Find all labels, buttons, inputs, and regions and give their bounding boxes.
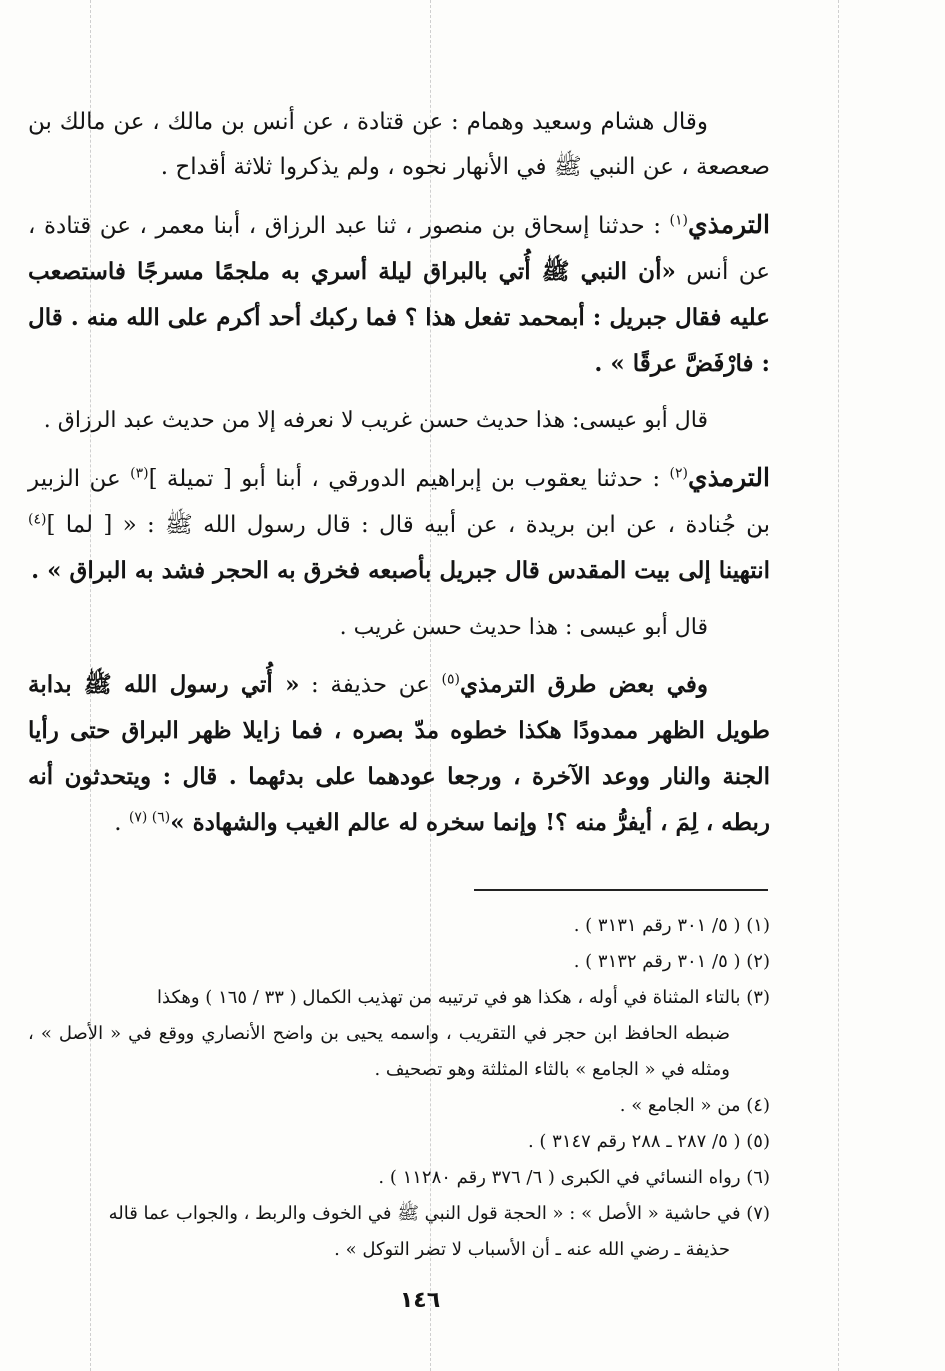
- isnad-text: : حدثنا يعقوب بن إبراهيم الدورقي ، أبنا أبو [ تميلة ]: [148, 466, 670, 492]
- footnote-2: [28, 944, 770, 980]
- footnotes: [28, 908, 770, 1268]
- isnad-text-continued: عن الزبير بن جُنادة ، عن ابن بريدة ، عن أبيه قال : قال رسول الله ﷺ : « [ لما ]: [28, 466, 770, 538]
- footnote-separator: [474, 889, 768, 891]
- footnote-5: [28, 1124, 770, 1160]
- paragraph-4: [28, 455, 770, 594]
- footnote-text-continued: حذيفة ـ رضي الله عنه ـ أن الأسباب لا تضر التوكل » .: [334, 1239, 730, 1260]
- footnote-ref: (١): [669, 212, 689, 229]
- footnote-text: (٢) ( ٥/ ٣٠١ رقم ٣١٣٢ ) .: [573, 951, 770, 972]
- scan-artifact-line: [838, 0, 839, 1371]
- footnote-1: [28, 908, 770, 944]
- footnote-text-continued: ضبطه الحافظ ابن حجر في التقريب ، واسمه يحيى بن واضح الأنصاري ووقع في « الأصل » ، ومثله في « الجامع » بالثاء المثلثة وهو تصحيف .: [28, 1023, 730, 1080]
- footnote-3: [28, 980, 770, 1088]
- footnote-text: (٦) رواه النسائي في الكبرى ( ٦/ ٣٧٦ رقم ١١٢٨٠ ) .: [378, 1167, 770, 1188]
- source-name: الترمذي: [688, 463, 770, 492]
- footnote-ref: (٥): [441, 671, 460, 688]
- isnad-text: عن حذيفة :: [299, 672, 442, 698]
- hadith-text: انتهينا إلى بيت المقدس قال جبريل بأصبعه فخرق به الحجر فشد به البراق » .: [31, 557, 770, 584]
- paragraph-6: [28, 662, 770, 846]
- paragraph-end: .: [114, 810, 129, 836]
- source-name: الترمذي: [688, 210, 770, 239]
- footnote-ref: (٢): [669, 465, 688, 482]
- footnote-text: (٧) في حاشية « الأصل » : « الحجة قول النبي ﷺ في الخوف والربط ، والجواب عما قاله: [108, 1203, 770, 1224]
- hadith-text: «أن النبي ﷺ أُتي بالبراق ليلة أسري به ملجمًا مسرجًا فاستصعب عليه فقال جبريل : أبمحمد تفعل هذا ؟ فما ركبك أحد أكرم على الله منه . قال : فارْفَضَّ عرقًا » .: [28, 258, 770, 377]
- intro-text: وفي بعض طرق الترمذي: [459, 671, 709, 698]
- hadith-text: « أُتي رسول الله ﷺ بدابة طويل الظهر ممدودًا هكذا خطوه مدّ بصره ، فما زايلا ظهر البراق حتى رأيا الجنة والنار ووعد الآخرة ، ورجعا عودهما على بدئهما . قال : ويتحدثون أنه ربطه ، لِمَ ، أيفرُّ منه ؟! وإنما سخره له عالم الغيب والشهادة »: [28, 671, 770, 836]
- footnote-ref: (٣): [130, 465, 149, 482]
- footnote-ref: (٤): [28, 511, 47, 528]
- grading-text: قال أبو عيسى : هذا حديث حسن غريب .: [339, 615, 708, 640]
- grading-text: قال أبو عيسى: هذا حديث حسن غريب لا نعرفه إلا من حديث عبد الرزاق .: [43, 408, 708, 433]
- grading-note-2: [28, 606, 770, 650]
- footnote-6: [28, 1160, 770, 1196]
- page-number: ١٤٦: [399, 1288, 441, 1313]
- footnote-text: (١) ( ٥/ ٣٠١ رقم ٣١٣١ ) .: [573, 915, 770, 936]
- footnote-text: (٤) من « الجامع » .: [619, 1095, 770, 1116]
- main-text: [28, 100, 770, 858]
- footnote-7: [28, 1196, 770, 1268]
- paragraph-2: [28, 202, 770, 387]
- footnote-text: (٣) بالتاء المثناة في أوله ، هكذا هو في ترتيبه من تهذيب الكمال ( ٣٣ / ١٦٥ ) وهكذا: [157, 987, 770, 1008]
- grading-note-1: [28, 399, 770, 443]
- isnad-text: : حدثنا إسحاق بن منصور ، ثنا عبد الرزاق ، أبنا معمر ، عن قتادة ، عن أنس: [28, 213, 771, 285]
- footnote-4: [28, 1088, 770, 1124]
- paragraph-1: [28, 100, 770, 190]
- paragraph-text: وقال هشام وسعيد وهمام : عن قتادة ، عن أنس بن مالك ، عن مالك بن صعصعة ، عن النبي ﷺ في الأنهار نحوه ، ولم يذكروا ثلاثة أقداح .: [28, 109, 770, 180]
- footnote-ref: (٦) (٧): [128, 809, 171, 826]
- footnote-text: (٥) ( ٥/ ٢٨٧ ـ ٢٨٨ رقم ٣١٤٧ ) .: [527, 1131, 770, 1152]
